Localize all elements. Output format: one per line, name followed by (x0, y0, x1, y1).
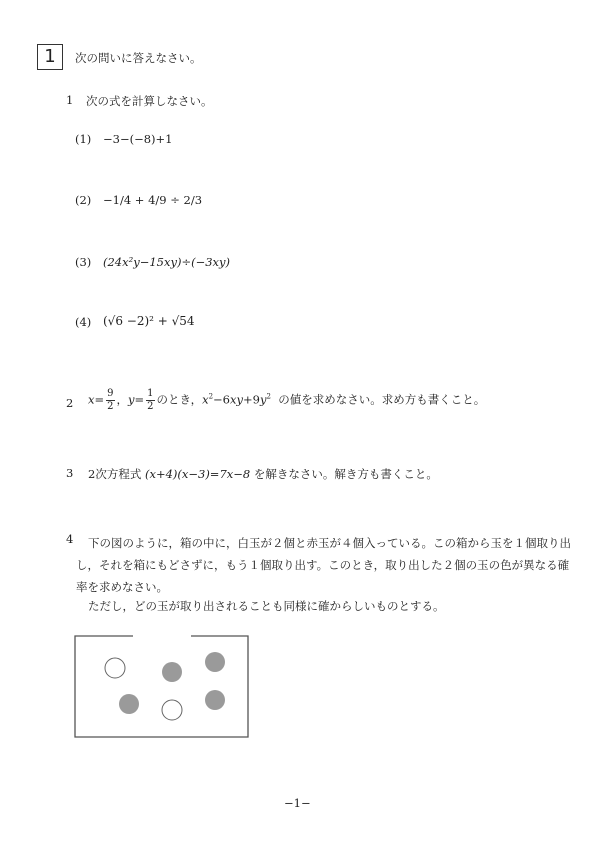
section-number-box: 1 (37, 44, 63, 70)
q1-instruction: 次の式を計算しなさい。 (86, 94, 213, 108)
q2-text: x= $\frac{9}{2}$ ，y= $\frac{1}{2}$ のとき，$x^2-6xy+9y^2$ の値を求めなさい。求め方も書くこと。 (88, 388, 486, 412)
red-ball (205, 652, 225, 672)
q3-text-start: 2次方程式 (88, 467, 142, 481)
white-ball (162, 700, 182, 720)
q1-4-label: (4) (75, 315, 92, 329)
q3-text-end: を解きなさい。解き方も書くこと。 (253, 467, 438, 481)
q2-number: 2 (66, 396, 74, 410)
q1-3-label: (3) (75, 255, 92, 269)
q1-1-expr: −3−(−8)+1 (103, 132, 173, 146)
box-outline (75, 636, 248, 737)
red-ball (119, 694, 139, 714)
q4-text: 下の図のように，箱の中に，白玉が２個と赤玉が４個入っている。この箱から玉を１個取り出し，それを箱にもどさずに，もう１個取り出す。このとき，取り出した２個の玉の色が異なる確率を求めなさい。 (76, 536, 571, 594)
red-ball (162, 662, 182, 682)
q4-number: 4 (66, 532, 74, 546)
q1-2-label: (2) (75, 193, 92, 207)
white-ball (105, 658, 125, 678)
q1-1-label: (1) (75, 132, 92, 146)
q1-3-expr: (24x²y−15xy)÷(−3xy) (103, 255, 230, 269)
section-instruction: 次の問いに答えなさい。 (75, 51, 202, 65)
q1-2-expr: −1/4 + 4/9 ÷ 2/3 (103, 193, 203, 207)
q2-text-end: の値を求めなさい。求め方も書くこと。 (278, 392, 486, 407)
red-ball (205, 690, 225, 710)
q3-number: 3 (66, 466, 74, 480)
q1-number: 1 (66, 93, 74, 107)
page-number: −1− (284, 796, 311, 810)
q2-text-mid: のとき， (156, 392, 203, 407)
q4-note: ただし，どの玉が取り出されることも同様に確からしいものとする。 (88, 599, 445, 613)
q1-4-expr: (√6 −2)² + √54 (103, 314, 195, 328)
q3-equation: (x+4)(x−3)=7x−8 (144, 467, 251, 481)
